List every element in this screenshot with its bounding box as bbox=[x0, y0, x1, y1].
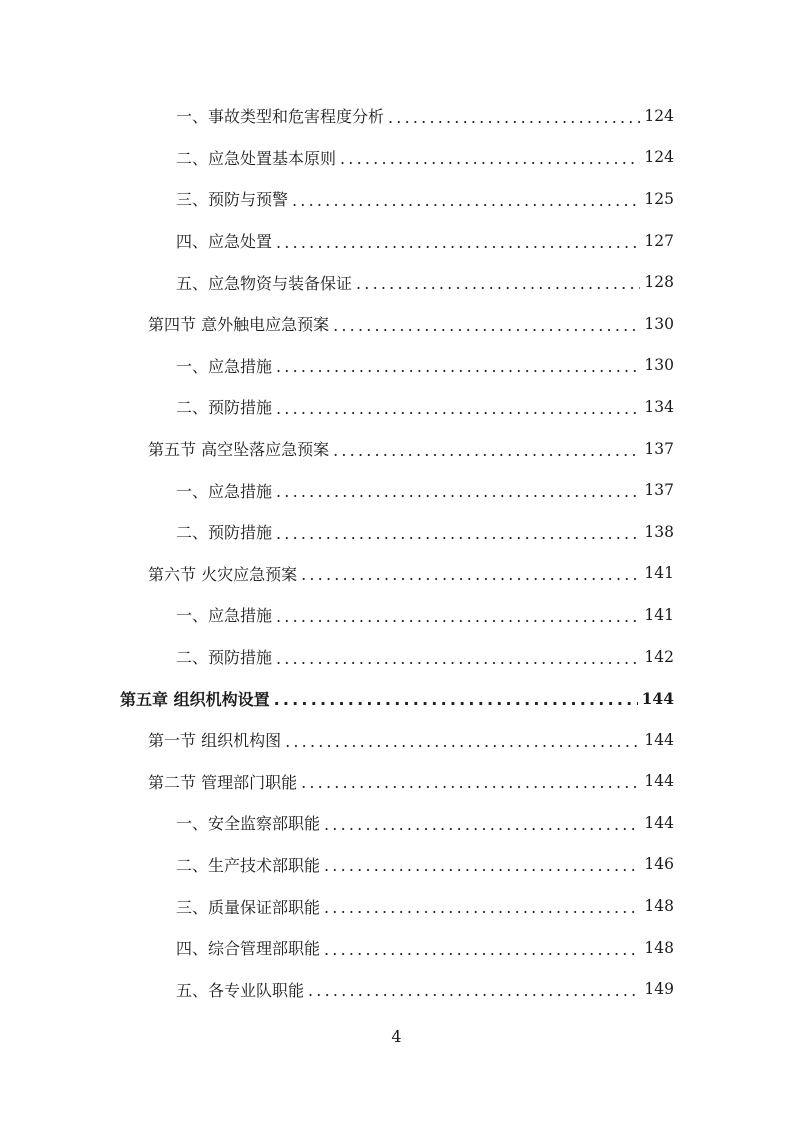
toc-subsection-entry[interactable] bbox=[0, 844, 793, 886]
toc-entry-page: 125 bbox=[644, 189, 674, 208]
toc-subsection-entry[interactable] bbox=[0, 345, 793, 387]
toc-subsection-entry[interactable] bbox=[0, 927, 793, 969]
toc-entry-title: 二、预防措施 bbox=[176, 648, 273, 668]
toc-subsection-entry[interactable] bbox=[0, 95, 793, 137]
toc-entry-title: 四、应急处置 bbox=[176, 232, 273, 252]
toc-section-entry[interactable] bbox=[0, 428, 793, 470]
toc-entry-page: 128 bbox=[644, 273, 674, 292]
toc-entry-page: 144 bbox=[641, 688, 674, 708]
toc-entry-page: 148 bbox=[644, 938, 674, 957]
toc-subsection-entry[interactable] bbox=[0, 968, 793, 1010]
toc-subsection-entry[interactable] bbox=[0, 469, 793, 511]
toc-entry-page: 130 bbox=[644, 314, 674, 333]
toc-dot-leader bbox=[340, 151, 640, 167]
toc-entry-page: 144 bbox=[644, 813, 674, 832]
toc-entry-title: 一、应急措施 bbox=[176, 481, 273, 501]
toc-dot-leader bbox=[276, 401, 640, 417]
toc-entry-page: 124 bbox=[644, 106, 674, 125]
table-of-contents bbox=[0, 95, 793, 1010]
toc-entry-title: 第六节 火灾应急预案 bbox=[148, 564, 298, 584]
toc-dot-leader bbox=[324, 817, 640, 833]
toc-entry-page: 141 bbox=[644, 564, 674, 583]
toc-dot-leader bbox=[276, 609, 640, 625]
toc-entry-title: 二、预防措施 bbox=[176, 398, 273, 418]
toc-dot-leader bbox=[276, 235, 640, 251]
toc-dot-leader bbox=[356, 276, 640, 292]
toc-entry-page: 142 bbox=[644, 647, 674, 666]
page-number: 4 bbox=[391, 1027, 402, 1046]
toc-entry-title: 二、生产技术部职能 bbox=[176, 855, 321, 875]
toc-dot-leader bbox=[292, 193, 640, 209]
toc-subsection-entry[interactable] bbox=[0, 137, 793, 179]
toc-entry-page: 134 bbox=[644, 397, 674, 416]
toc-entry-page: 127 bbox=[644, 231, 674, 250]
toc-dot-leader bbox=[301, 775, 640, 791]
toc-entry-title: 一、应急措施 bbox=[176, 356, 273, 376]
toc-entry-title: 三、质量保证部职能 bbox=[176, 897, 321, 917]
toc-entry-page: 141 bbox=[644, 605, 674, 624]
toc-section-entry[interactable] bbox=[0, 553, 793, 595]
toc-dot-leader bbox=[276, 359, 640, 375]
toc-subsection-entry[interactable] bbox=[0, 594, 793, 636]
toc-dot-leader bbox=[276, 651, 640, 667]
toc-entry-title: 四、综合管理部职能 bbox=[176, 939, 321, 959]
toc-entry-title: 五、应急物资与装备保证 bbox=[176, 273, 353, 293]
toc-dot-leader bbox=[333, 443, 640, 459]
toc-section-entry[interactable] bbox=[0, 761, 793, 803]
toc-entry-title: 第四节 意外触电应急预案 bbox=[148, 315, 330, 335]
toc-subsection-entry[interactable] bbox=[0, 885, 793, 927]
toc-entry-title: 三、预防与预警 bbox=[176, 190, 289, 210]
toc-entry-title: 五、各专业队职能 bbox=[176, 980, 305, 1000]
toc-entry-page: 144 bbox=[644, 730, 674, 749]
toc-dot-leader bbox=[388, 110, 640, 126]
toc-entry-page: 146 bbox=[644, 855, 674, 874]
toc-entry-title: 一、事故类型和危害程度分析 bbox=[176, 107, 385, 127]
toc-entry-page: 137 bbox=[644, 481, 674, 500]
toc-subsection-entry[interactable] bbox=[0, 220, 793, 262]
toc-entry-title: 第一节 组织机构图 bbox=[148, 731, 282, 751]
toc-entry-page: 148 bbox=[644, 897, 674, 916]
toc-entry-title: 二、应急处置基本原则 bbox=[176, 148, 337, 168]
toc-entry-title: 第五节 高空坠落应急预案 bbox=[148, 440, 330, 460]
toc-entry-title: 第二节 管理部门职能 bbox=[148, 772, 298, 792]
toc-dot-leader bbox=[333, 318, 640, 334]
toc-entry-title: 一、应急措施 bbox=[176, 606, 273, 626]
toc-subsection-entry[interactable] bbox=[0, 511, 793, 553]
toc-subsection-entry[interactable] bbox=[0, 178, 793, 220]
toc-dot-leader bbox=[276, 484, 640, 500]
toc-chapter-entry[interactable] bbox=[0, 677, 793, 719]
toc-entry-page: 144 bbox=[644, 772, 674, 791]
toc-entry-page: 138 bbox=[644, 522, 674, 541]
toc-dot-leader bbox=[308, 983, 640, 999]
toc-dot-leader bbox=[301, 567, 640, 583]
toc-dot-leader bbox=[324, 900, 640, 916]
toc-subsection-entry[interactable] bbox=[0, 261, 793, 303]
toc-dot-leader bbox=[276, 526, 640, 542]
toc-entry-page: 124 bbox=[644, 148, 674, 167]
toc-dot-leader bbox=[324, 858, 640, 874]
toc-subsection-entry[interactable] bbox=[0, 386, 793, 428]
toc-entry-title: 二、预防措施 bbox=[176, 523, 273, 543]
toc-subsection-entry[interactable] bbox=[0, 636, 793, 678]
toc-entry-title: 第五章 组织机构设置 bbox=[120, 689, 270, 709]
toc-entry-page: 130 bbox=[644, 356, 674, 375]
toc-section-entry[interactable] bbox=[0, 303, 793, 345]
toc-section-entry[interactable] bbox=[0, 719, 793, 761]
toc-entry-page: 137 bbox=[644, 439, 674, 458]
toc-dot-leader bbox=[285, 734, 640, 750]
toc-subsection-entry[interactable] bbox=[0, 802, 793, 844]
toc-dot-leader bbox=[274, 692, 638, 708]
toc-entry-page: 149 bbox=[644, 980, 674, 999]
toc-entry-title: 一、安全监察部职能 bbox=[176, 814, 321, 834]
toc-dot-leader bbox=[324, 942, 640, 958]
